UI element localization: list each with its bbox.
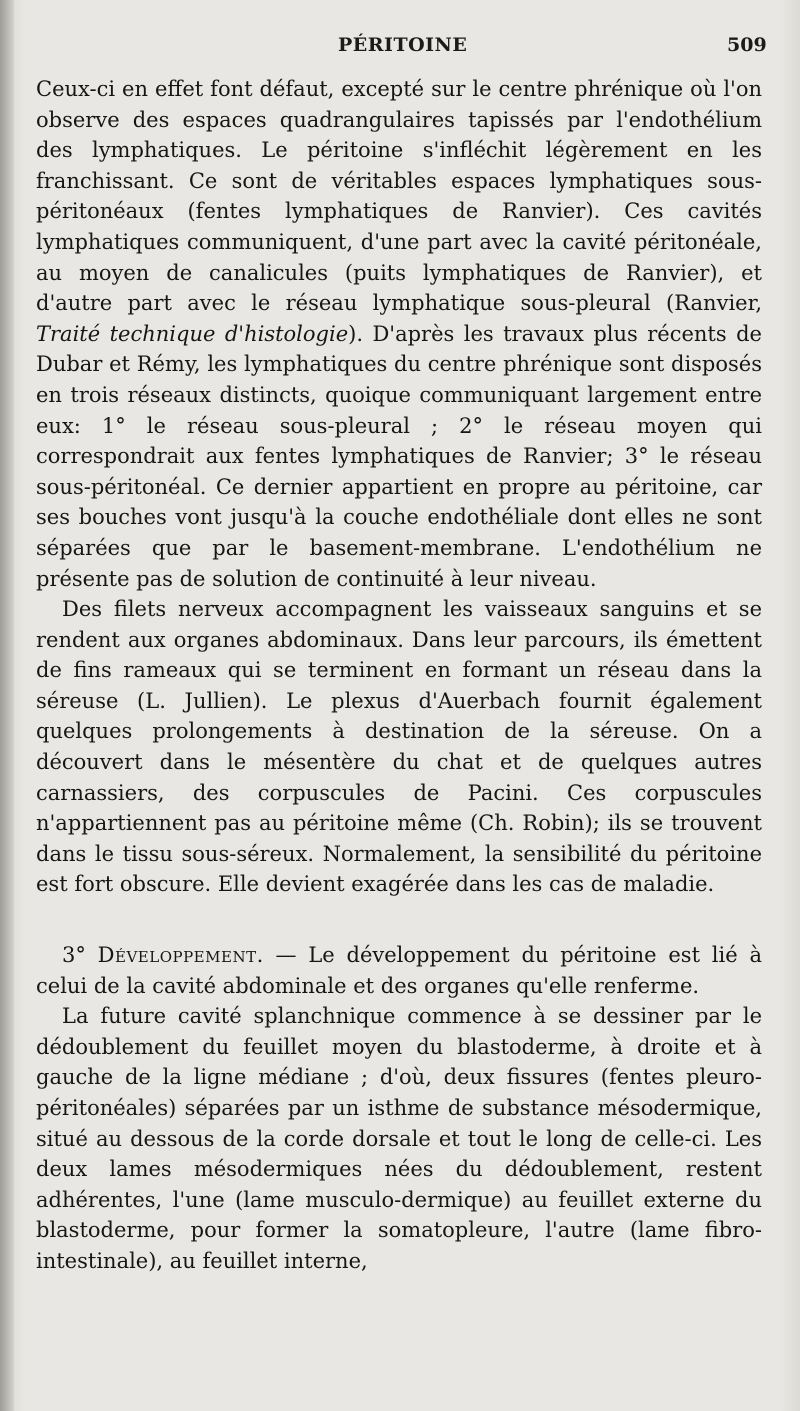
italic-book-title: Traité technique d'histologie (36, 321, 349, 346)
section-heading-paragraph (36, 940, 762, 1001)
paragraph-development: La future cavité splanchnique commence à se dessiner par le dédoublement du feuillet moyen du blastoderme, à droite et à gauche de la ligne médiane ; d'où, deux fissures (fentes pleuro-péritonéales) séparées par un isthme de substance mésodermique, situé au dessous de la corde dorsale et tout le long de celle-ci. Les deux lames mésodermiques nées du dédoublement, restent adhérentes, l'une (lame musculo-dermique) au feuillet externe du blastoderme, pour former la somatopleure, l'autre (lame fibro-intestinale), au feuillet interne, (36, 1004, 762, 1273)
paragraph-text: Ceux-ci en effet font défaut, excepté sur le centre phrénique où l'on observe des espaces quadrangulaires tapissés par l'endothélium des lymphatiques. Le péritoine s'infléchit légèrement en les franchissant. Ce sont de véritables espaces lymphatiques sous-péritonéaux (fentes lymphatiques de Ranvier). Ces cavités lymphatiques communiquent, d'une part avec la cavité péritonéale, au moyen de canalicules (puits lymphatiques de Ranvier), et d'autre part avec le réseau lymphatique sous-pleural (Ranvier, (36, 77, 762, 316)
section-intro-text: — Le développement du péritoine est lié à celui de la cavité abdominale et des organes qu'elle renferme. (36, 943, 762, 998)
paragraph-nerves: Des filets nerveux accompagnent les vaisseaux sanguins et se rendent aux organes abdominaux. Dans leur parcours, ils émettent de fins rameaux qui se terminent en formant un réseau dans la séreuse (L. Jullien). Le plexus d'Auerbach fournit également quelques prolongements à destination de la séreuse. On a découvert dans le mésentère du chat et de quelques autres carnassiers, des corpuscules de Pacini. Ces corpuscules n'appartiennent pas au péritoine même (Ch. Robin); ils se trouvent dans le tissu sous-séreux. Normalement, la sensibilité du péritoine est fort obscure. Elle devient exagérée dans les cas de maladie. (36, 597, 762, 897)
body-text (36, 74, 762, 1277)
paragraph-lymphatics (36, 74, 762, 594)
page-header (0, 34, 800, 62)
section-heading: Développement. (97, 943, 264, 968)
paragraph-text: ). D'après les travaux plus récents de Dubar et Rémy, les lymphatiques du centre phrénique sont disposés en trois réseaux distincts, quoique communiquant largement entre eux: 1° le réseau sous-pleural ; 2° le réseau moyen qui correspondrait aux fentes lymphatiques de Ranvier; 3° le réseau sous-péritonéal. Ce dernier appartient en propre au péritoine, car ses bouches vont jusqu'à la couche endothéliale dont elles ne sont séparées que par le basement-membrane. L'endothélium ne présente pas de solution de continuité à leur niveau. (36, 321, 762, 591)
page-number: 509 (727, 34, 767, 56)
section-number: 3° (62, 943, 86, 968)
running-title: PÉRITOINE (338, 34, 468, 56)
page-gutter-shadow (0, 0, 14, 1411)
